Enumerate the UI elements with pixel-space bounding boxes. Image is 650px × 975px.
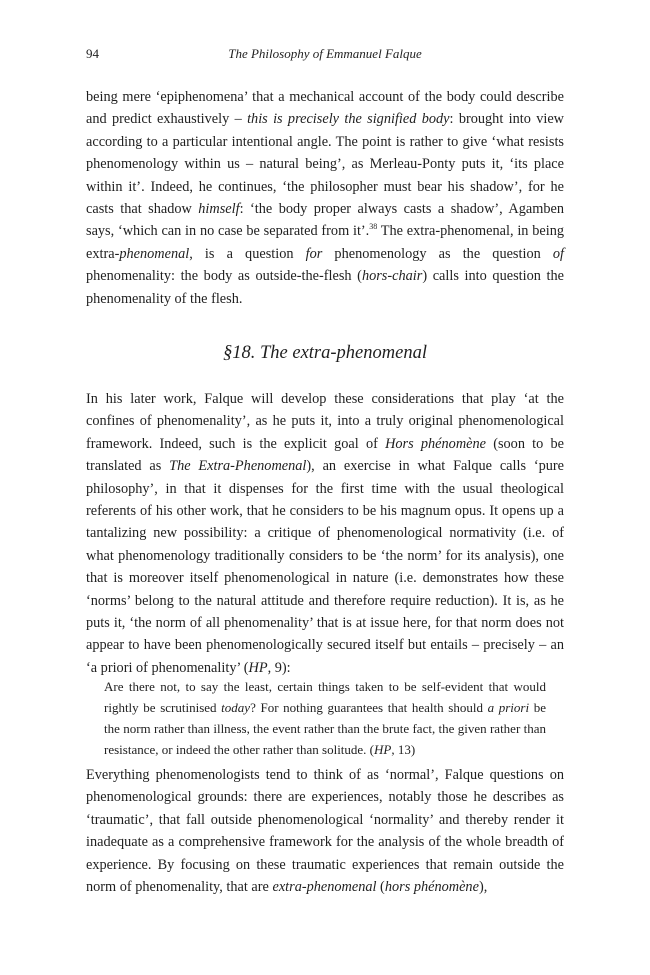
paragraph-2: In his later work, Falque will develop these considerations that play ‘at the confines of phenomenality’, as he puts it, into a truly original phenomenological framework. Indeed, such is the explicit goal of Hors phénomène (soon to be translated as The Extra-Phenomenal), an exercise in what Falque calls ‘pure philosophy’, in that it dispenses for the first time with the usual theological referents of his other work, that he considers to be his magnum opus. It opens up a tantalizing new possibility: a critique of phenomenological normativity (i.e. of what phenomenology traditionally considers to be ‘the norm’ for its analysis), one that is moreover itself phenomenological in nature (i.e. demonstrates how these ‘norms’ belong to the natural attitude and therefore require reduction). It is, as he puts it, ‘the norm of all phenomenality’ that is at issue here, for that norm does not appear to have been phenomenologically secured itself but entails – precisely – an ‘a priori of phenomenality’ (HP, 9): xyxy=(86,391,565,676)
section-heading: §18. The extra-phenomenal xyxy=(223,343,427,363)
running-title: The Philosophy of Emmanuel Falque xyxy=(228,46,422,61)
paragraph-3: Everything phenomenologists tend to think of as ‘normal’, Falque questions on phenomenological grounds: there are experiences, notably those he describes as ‘traumatic’, that fall outside phenomenological ‘normality’ and thereby render it inadequate as a comprehensive framework for the analysis of the whole breadth of experience. By focusing on these traumatic experiences that remain outside the norm of phenomenality, that are extra-phenomenal (hors phénomène), xyxy=(86,767,564,896)
block-quote: Are there not, to say the least, certain things taken to be self-evident that would rightly be scrutinised today? For nothing guarantees that health should a priori be the norm rather than illness, the event rather than the brute fact, the given rather than resistance, or indeed the other rather than solitude. (HP, 13) xyxy=(104,679,546,757)
running-head xyxy=(86,44,564,64)
page-number: 94 xyxy=(86,46,99,61)
footnote-marker: 38 xyxy=(369,222,378,232)
paragraph-1: being mere ‘epiphenomena’ that a mechanical account of the body could describe and predict exhaustively – this is precisely the signified body: brought into view according to a particular intentional angle. The point is rather to give ‘what resists phenomenology within us – natural being’, as Merleau-Ponty puts it, ‘its place within it’. Indeed, he continues, ‘the philosopher must bear his shadow’, for he casts that shadow himself: ‘the body proper always casts a shadow’, Agamben says, ‘which can in no case be separated from it’.$^{38}$ The extra-phenomenal, in being extra-phenomenal, is a question for phenomenology as the question of phenomenality: the body as outside-the-flesh (hors-chair) calls into question the phenomenality of the flesh. xyxy=(86,89,564,307)
